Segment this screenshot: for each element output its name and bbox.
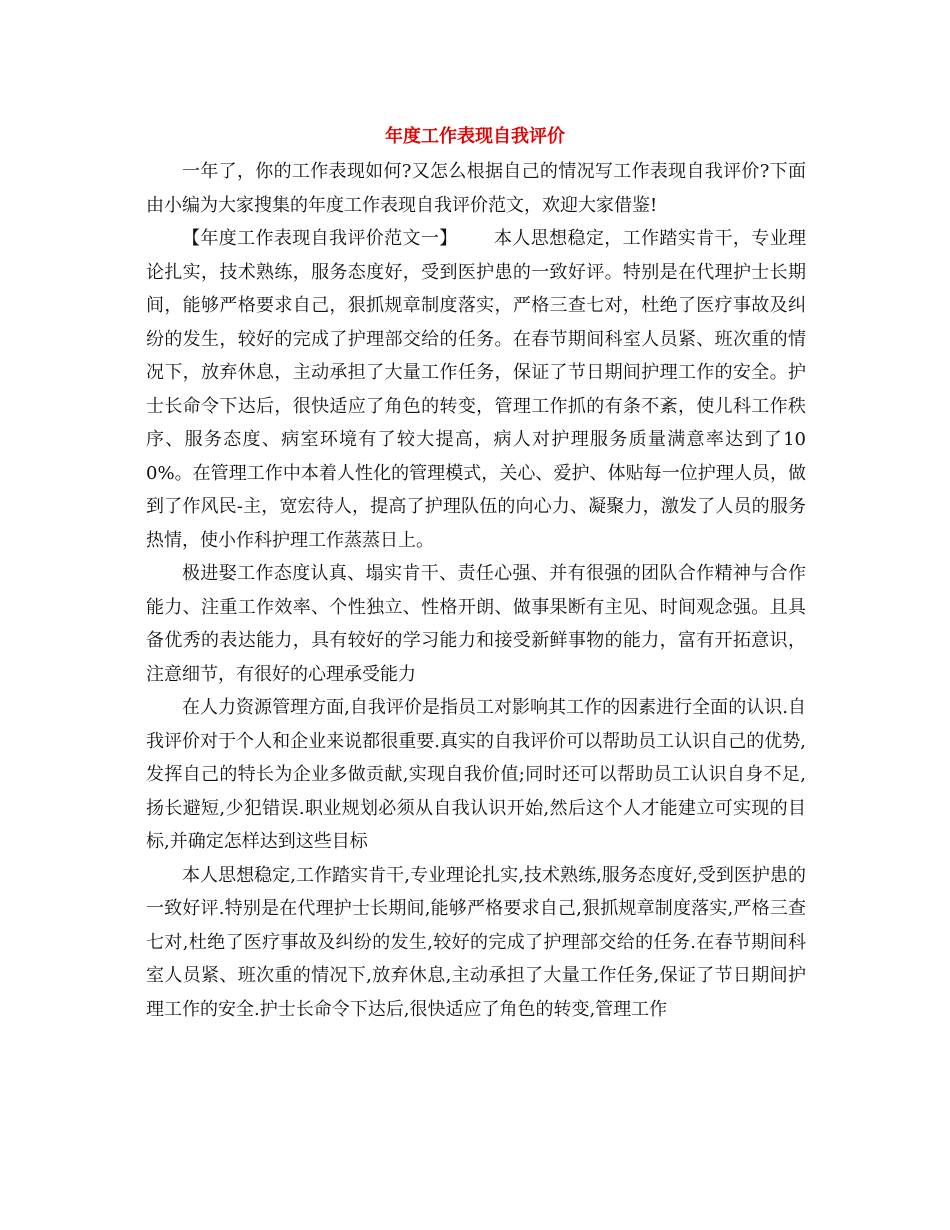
intro-paragraph: 一年了，你的工作表现如何?又怎么根据自己的情况写工作表现自我评价?下面由小编为大家搜集的年度工作表现自我评价范文，欢迎大家借鉴! [146, 161, 806, 216]
attitude-paragraph: 极进娶工作态度认真、塌实肯干、责任心强、并有很强的团队合作精神与合作能力、注重工作效率、个性独立、性格开朗、做事果断有主见、时间观念强。且具备优秀的表达能力，具有较好的学习能力和接受新鲜事物的能力，富有开拓意识，注意细节，有很好的心理承受能力 [146, 563, 806, 685]
sample-one-paragraph [146, 222, 806, 557]
document-body [146, 155, 806, 1026]
sample-body: 本人思想稳定，工作踏实肯干，专业理论扎实，技术熟练，服务态度好，受到医护患的一致好评。特别是在代理护士长期间，能够严格要求自己，狠抓规章制度落实，严格三查七对，杜绝了医疗事故及纠纷的发生，较好的完成了护理部交给的任务。在春节期间科室人员紧、班次重的情况下，放弃休息，主动承担了大量工作任务，保证了节日期间护理工作的安全。护士长命令下达后，很快适应了角色的转变，管理工作抓的有条不紊，使儿科工作秩序、服务态度、病室环境有了较大提高，病人对护理服务质量满意率达到了100%。在管理工作中本着人性化的管理模式，关心、爱护、体贴每一位护理人员，做到了作风民-主，宽宏待人，提高了护理队伍的向心力、凝聚力，激发了人员的服务热情，使小作科护理工作蒸蒸日上。 [146, 228, 806, 551]
sample-heading: 【年度工作表现自我评价范文一】 [182, 228, 458, 249]
repeat-paragraph: 本人思想稳定,工作踏实肯干,专业理论扎实,技术熟练,服务态度好,受到医护患的一致好评.特别是在代理护士长期间,能够严格要求自己,狠抓规章制度落实,严格三查七对,杜绝了医疗事故及纠纷的发生,较好的完成了护理部交给的任务.在春节期间科室人员紧、班次重的情况下,放弃休息,主动承担了大量工作任务,保证了节日期间护理工作的安全.护士长命令下达后,很快适应了角色的转变,管理工作 [146, 864, 806, 1020]
hr-paragraph: 在人力资源管理方面,自我评价是指员工对影响其工作的因素进行全面的认识.自我评价对于个人和企业来说都很重要.真实的自我评价可以帮助员工认识自己的优势,发挥自己的特长为企业多做贡献,实现自我价值;同时还可以帮助员工认识自身不足,扬长避短,少犯错误.职业规划必须从自我认识开始,然后这个人才能建立可实现的目标,并确定怎样达到这些目标 [146, 697, 806, 852]
document-title: 年度工作表现自我评价 [385, 126, 565, 147]
